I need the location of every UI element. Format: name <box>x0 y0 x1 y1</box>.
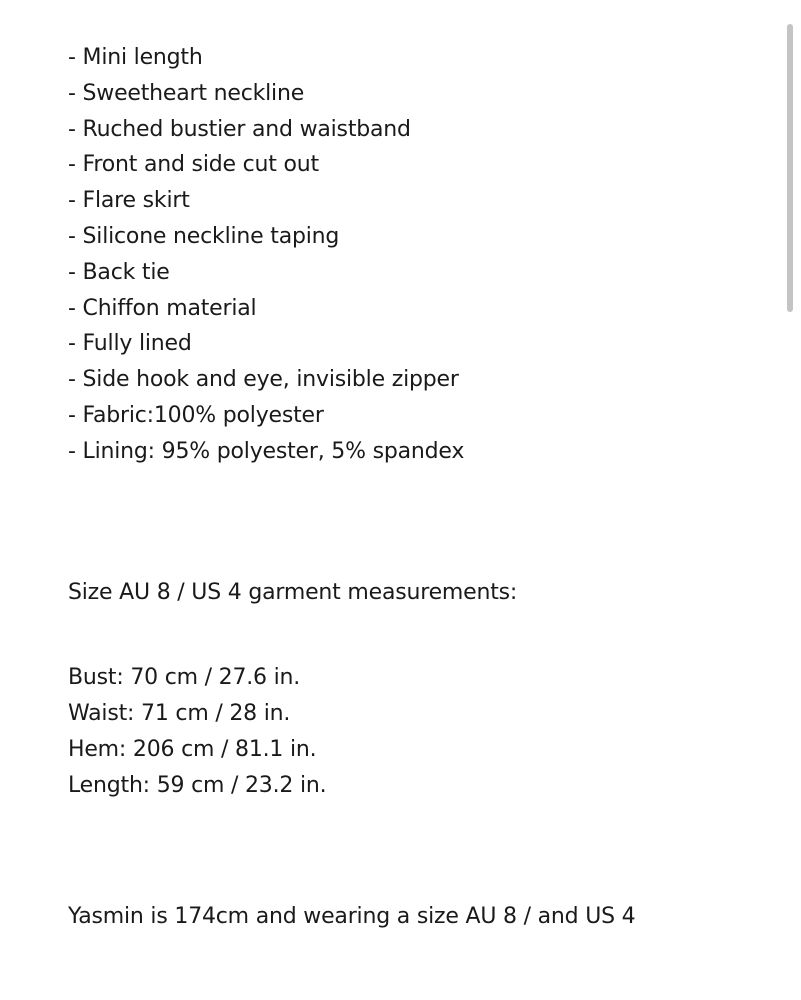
feature-item: - Fully lined <box>68 331 192 357</box>
feature-item: - Chiffon material <box>68 295 257 321</box>
feature-item: - Silicone neckline taping <box>68 223 340 249</box>
feature-item: - Flare skirt <box>68 188 190 214</box>
measurement-item: Bust: 70 cm / 27.6 in. <box>68 665 301 691</box>
feature-item: - Sweetheart neckline <box>68 80 305 106</box>
model-size-note: Yasmin is 174cm and wearing a size AU 8 / and US 4 <box>68 903 636 929</box>
feature-list <box>68 40 768 470</box>
measurement-item: Waist: 71 cm / 28 in. <box>68 701 291 727</box>
feature-item: - Lining: 95% polyester, 5% spandex <box>68 438 465 464</box>
feature-item: - Side hook and eye, invisible zipper <box>68 367 459 393</box>
measurement-item: Hem: 206 cm / 81.1 in. <box>68 736 317 762</box>
feature-item: - Fabric:100% polyester <box>68 402 324 428</box>
feature-item: - Back tie <box>68 259 170 285</box>
feature-item: - Ruched bustier and waistband <box>68 116 411 142</box>
size-heading: Size AU 8 / US 4 garment measurements: <box>68 579 518 605</box>
measurement-item: Length: 59 cm / 23.2 in. <box>68 772 327 798</box>
product-description <box>68 40 768 934</box>
feature-item: - Front and side cut out <box>68 152 319 178</box>
scrollbar-thumb[interactable] <box>787 24 793 312</box>
measurement-list <box>68 660 768 803</box>
feature-item: - Mini length <box>68 45 203 70</box>
